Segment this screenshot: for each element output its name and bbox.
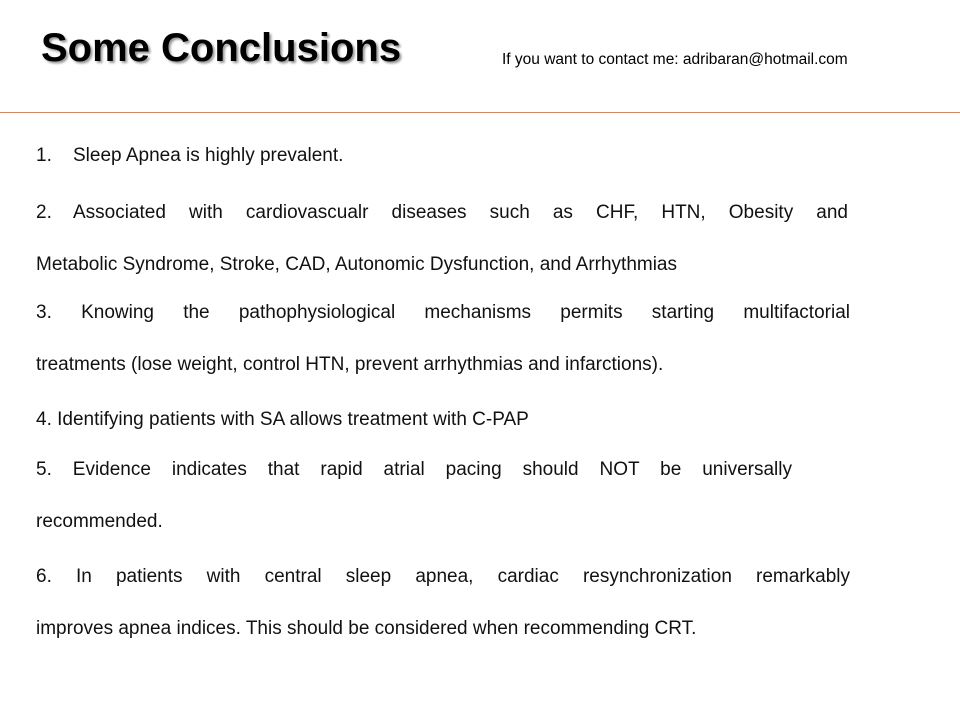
conclusion-line: 6. In patients with central sleep apnea, cardiac resynchronization remarkably xyxy=(36,566,850,587)
conclusion-line: Metabolic Syndrome, Stroke, CAD, Autonomic Dysfunction, and Arrhythmias xyxy=(36,254,677,275)
item-text: Associated with cardiovascualr diseases such as CHF, HTN, Obesity and xyxy=(73,202,848,223)
item-text: Sleep Apnea is highly prevalent. xyxy=(73,145,344,166)
item-number: 1. xyxy=(36,145,52,166)
conclusion-item-3 xyxy=(36,302,850,376)
conclusion-item-4 xyxy=(36,409,529,431)
conclusion-item-2 xyxy=(36,202,848,276)
conclusion-line: 3. Knowing the pathophysiological mechanisms permits starting multifactorial xyxy=(36,302,850,323)
conclusion-line: 5. Evidence indicates that rapid atrial pacing should NOT be universally xyxy=(36,459,792,480)
header-divider xyxy=(0,112,960,113)
conclusion-line: treatments (lose weight, control HTN, prevent arrhythmias and infarctions). xyxy=(36,354,664,375)
conclusion-item-6 xyxy=(36,566,850,640)
contact-info: If you want to contact me: adribaran@hotmail.com xyxy=(502,51,848,68)
conclusion-line xyxy=(36,202,848,224)
conclusion-line: 4. Identifying patients with SA allows treatment with C-PAP xyxy=(36,409,529,430)
conclusion-line xyxy=(36,145,343,167)
conclusion-item-5 xyxy=(36,459,792,533)
conclusion-line: improves apnea indices. This should be considered when recommending CRT. xyxy=(36,618,697,639)
slide-title: Some Conclusions xyxy=(41,26,402,70)
conclusion-item-1 xyxy=(36,145,343,167)
conclusion-line: recommended. xyxy=(36,511,163,532)
item-number: 2. xyxy=(36,202,52,223)
